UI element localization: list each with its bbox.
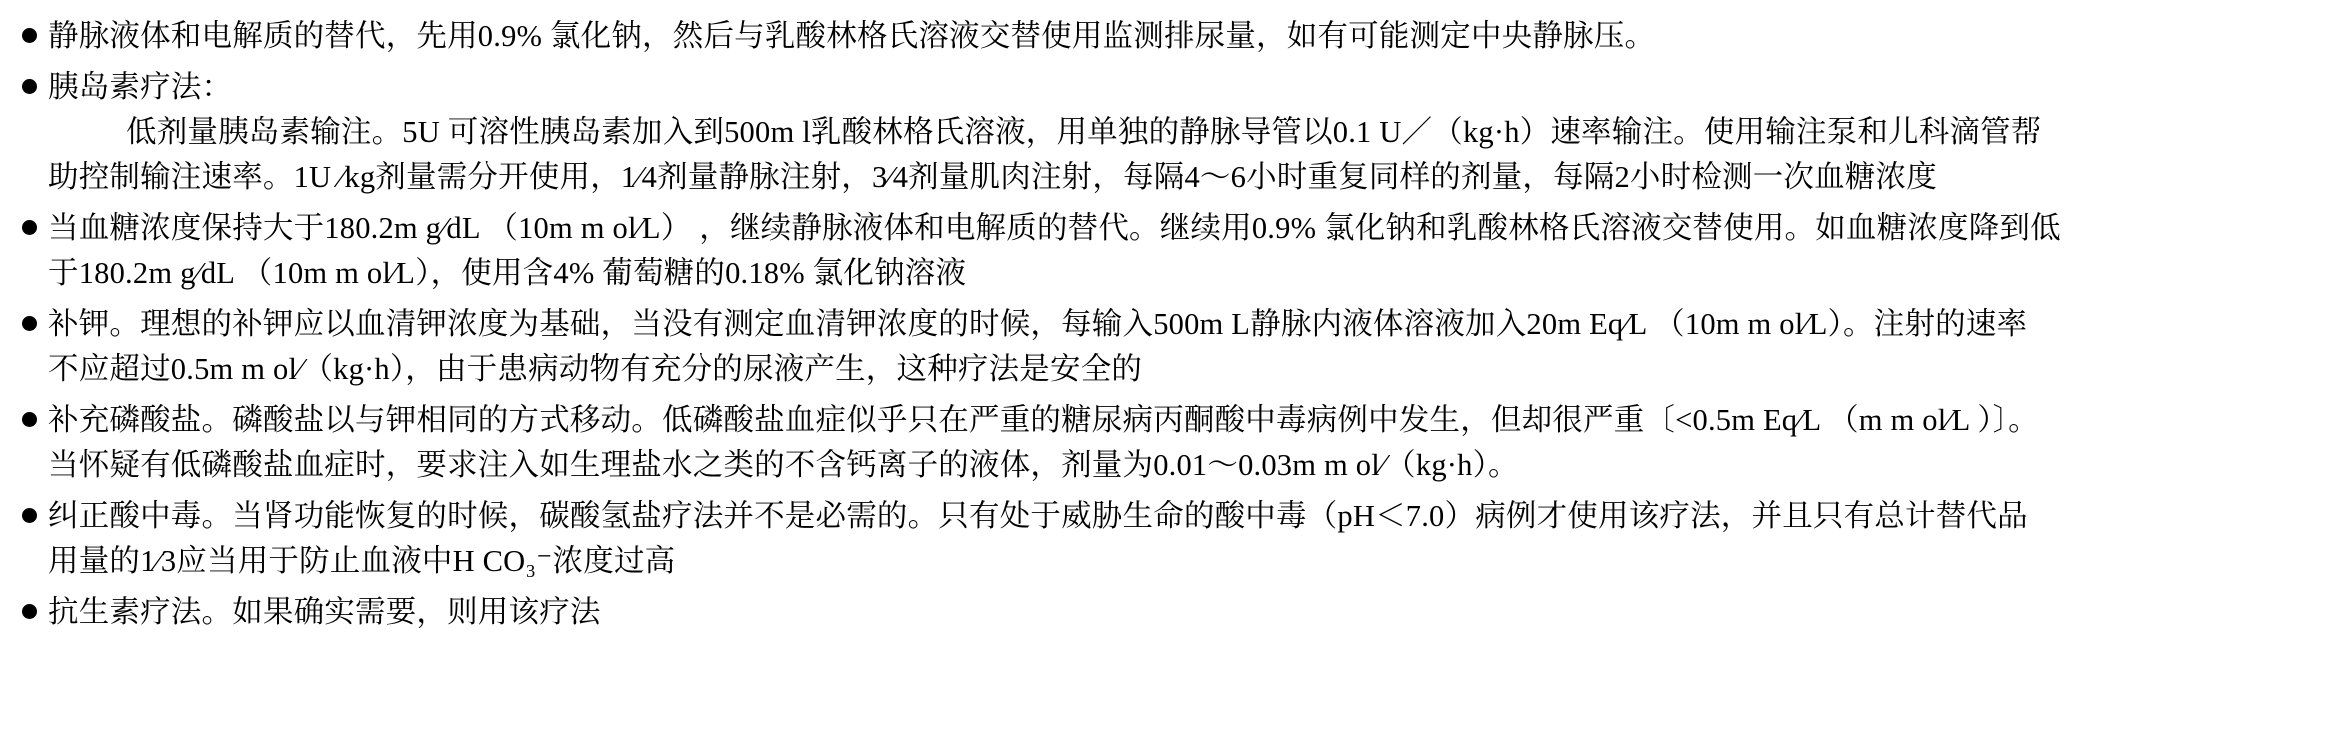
bullet-icon — [22, 302, 48, 331]
list-item-text — [48, 65, 2326, 200]
text-line: 助控制输注速率。1U ∕kg剂量需分开使用，1∕4剂量静脉注射，3∕4剂量肌肉注射，每隔4～6小时重复同样的剂量，每隔2小时检测一次血糖浓度 — [48, 160, 1937, 194]
text-line: 于180.2m g∕dL （10m m ol∕L），使用含4% 葡萄糖的0.18% 氯化钠溶液 — [48, 256, 967, 290]
bullet-icon — [22, 590, 48, 619]
bullet-icon — [22, 14, 48, 43]
list-item-text — [48, 494, 2326, 584]
list-item-text — [48, 302, 2326, 392]
text-line: 胰岛素疗法： — [48, 70, 233, 104]
list-item — [22, 14, 2326, 59]
bullet-icon — [22, 206, 48, 235]
text-line: 静脉液体和电解质的替代，先用0.9% 氯化钠，然后与乳酸林格氏溶液交替使用监测排尿量，如有可能测定中央静脉压。 — [48, 19, 1656, 53]
list-item-text — [48, 398, 2326, 488]
text-line: 补充磷酸盐。磷酸盐以与钾相同的方式移动。低磷酸盐血症似乎只在严重的糖尿病丙酮酸中毒病例中发生，但却很严重〔<0.5m Eq∕L （m m ol∕L ）〕。 — [48, 403, 2039, 437]
text-line: 用量的1∕3应当用于防止血液中H CO₃⁻浓度过高 — [48, 544, 676, 578]
text-line: 补钾。理想的补钾应以血清钾浓度为基础，当没有测定血清钾浓度的时候，每输入500m L静脉内液体溶液加入20m Eq∕L （10m m ol∕L）。注射的速率 — [48, 307, 2028, 341]
list-item — [22, 65, 2326, 200]
text-line: 抗生素疗法。如果确实需要，则用该疗法 — [48, 595, 601, 629]
text-line: 纠正酸中毒。当肾功能恢复的时候，碳酸氢盐疗法并不是必需的。只有处于威胁生命的酸中毒（pH＜7.0）病例才使用该疗法，并且只有总计替代品 — [48, 499, 2028, 533]
list-item — [22, 206, 2326, 296]
list-item-text — [48, 206, 2326, 296]
text-line: 低剂量胰岛素输注。5U 可溶性胰岛素加入到500m l乳酸林格氏溶液，用单独的静脉导管以0.1 U／（kg·h）速率输注。使用输注泵和儿科滴管帮 — [126, 115, 2042, 149]
bullet-icon — [22, 494, 48, 523]
text-line: 当血糖浓度保持大于180.2m g∕dL （10m m ol∕L） ，继续静脉液体和电解质的替代。继续用0.9% 氯化钠和乳酸林格氏溶液交替使用。如血糖浓度降到低 — [48, 211, 2061, 245]
list-item — [22, 398, 2326, 488]
list-item — [22, 590, 2326, 635]
text-line: 当怀疑有低磷酸盐血症时，要求注入如生理盐水之类的不含钙离子的液体，剂量为0.01～0.03m m ol∕（kg·h）。 — [48, 448, 1519, 482]
bullet-icon — [22, 398, 48, 427]
list-item-text — [48, 590, 2326, 635]
list-item-text — [48, 14, 2326, 59]
text-line: 不应超过0.5m m ol∕（kg·h），由于患病动物有充分的尿液产生，这种疗法是安全的 — [48, 352, 1143, 386]
list-item — [22, 494, 2326, 584]
bullet-icon — [22, 65, 48, 94]
list-item — [22, 302, 2326, 392]
